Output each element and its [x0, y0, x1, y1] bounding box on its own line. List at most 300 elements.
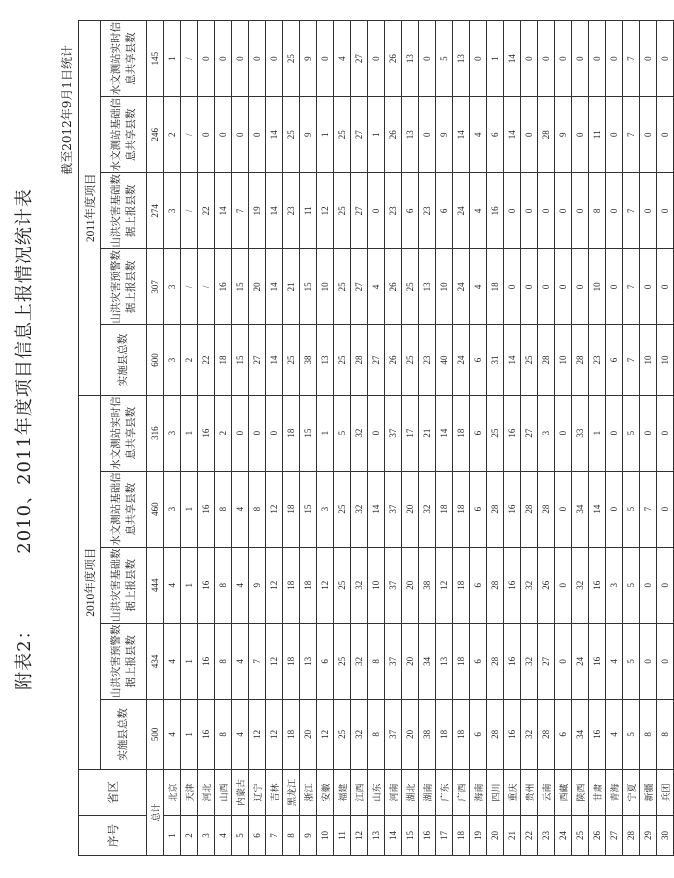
row-2010-value: 1 — [589, 395, 606, 471]
row-province: 重庆 — [504, 769, 521, 815]
row-2010-value: 32 — [351, 623, 368, 699]
table-row — [385, 21, 402, 856]
row-2011-value: 0 — [555, 173, 572, 249]
row-province: 湖北 — [402, 769, 419, 815]
row-2010-value: 4 — [232, 699, 249, 769]
row-2010-value: 37 — [385, 471, 402, 547]
row-2011-value: 9 — [300, 21, 317, 97]
row-province: 青海 — [606, 769, 623, 815]
row-2010-value: 4 — [164, 623, 181, 699]
row-2011-value: 4 — [470, 97, 487, 173]
row-seq: 9 — [300, 815, 317, 855]
row-2010-value: 13 — [436, 623, 453, 699]
row-seq: 16 — [419, 815, 436, 855]
row-2010-value: 0 — [606, 395, 623, 471]
row-2011-value: 25 — [283, 21, 300, 97]
row-seq: 23 — [538, 815, 555, 855]
row-province: 广西 — [453, 769, 470, 815]
row-2011-value: 0 — [521, 249, 538, 325]
row-2011-value: 0 — [657, 249, 674, 325]
row-2011-value: 13 — [317, 325, 334, 395]
row-province: 陕西 — [572, 769, 589, 815]
row-province: 河南 — [385, 769, 402, 815]
row-2011-value: 13 — [419, 249, 436, 325]
row-2011-value: 23 — [419, 325, 436, 395]
row-2010-value: 15 — [300, 471, 317, 547]
row-2010-value: 33 — [572, 395, 589, 471]
row-2010-value: 10 — [368, 547, 385, 623]
row-province: 广东 — [436, 769, 453, 815]
row-seq: 30 — [657, 815, 674, 855]
row-2010-value: 18 — [453, 699, 470, 769]
row-2010-value: 12 — [266, 623, 283, 699]
row-2010-value: 37 — [385, 547, 402, 623]
row-2010-value: 3 — [317, 471, 334, 547]
row-seq: 12 — [351, 815, 368, 855]
row-2011-value: 28 — [538, 97, 555, 173]
row-2010-value: 16 — [589, 623, 606, 699]
table-row — [351, 21, 368, 856]
row-2011-value: 3 — [164, 173, 181, 249]
row-seq: 7 — [266, 815, 283, 855]
row-2011-value: 20 — [249, 249, 266, 325]
row-2011-value: 6 — [487, 97, 504, 173]
row-2010-value: 16 — [504, 471, 521, 547]
row-2010-value: 8 — [215, 471, 232, 547]
table-row — [181, 21, 198, 856]
row-2011-value: 0 — [368, 21, 385, 97]
row-2010-value: 32 — [521, 699, 538, 769]
row-2011-value: 4 — [334, 21, 351, 97]
row-2010-value: 5 — [334, 395, 351, 471]
row-2010-value: 38 — [419, 547, 436, 623]
row-2011-value: 14 — [504, 325, 521, 395]
row-2010-value: 2 — [215, 395, 232, 471]
row-2011-value: 22 — [198, 325, 215, 395]
row-2010-value: 8 — [215, 623, 232, 699]
row-2011-value: 27 — [351, 97, 368, 173]
row-2010-value: 34 — [572, 699, 589, 769]
row-2011-value: 11 — [589, 97, 606, 173]
row-2010-value: 0 — [657, 623, 674, 699]
row-2010-value: 27 — [521, 395, 538, 471]
row-seq: 22 — [521, 815, 538, 855]
row-2010-value: 1 — [181, 395, 198, 471]
header-2011-col-1: 实施县总数 — [101, 325, 147, 395]
row-2010-value: 4 — [232, 547, 249, 623]
row-2011-value: 0 — [589, 21, 606, 97]
row-2010-value: 0 — [555, 547, 572, 623]
row-2010-value: 8 — [368, 699, 385, 769]
row-2011-value: 4 — [368, 249, 385, 325]
row-seq: 19 — [470, 815, 487, 855]
row-2011-value: 15 — [300, 249, 317, 325]
table-row — [249, 21, 266, 856]
total-2011-5: 145 — [147, 21, 164, 97]
table-row — [487, 21, 504, 856]
row-2010-value: 25 — [334, 547, 351, 623]
row-2011-value: 25 — [402, 249, 419, 325]
row-province: 山西 — [215, 769, 232, 815]
row-2010-value: 6 — [470, 699, 487, 769]
row-2011-value: 6 — [606, 325, 623, 395]
row-2011-value: 13 — [453, 21, 470, 97]
header-2011-col-5: 水文测站实时信息共享县数 — [101, 21, 147, 97]
row-2011-value: 27 — [368, 325, 385, 395]
row-2010-value: 0 — [640, 623, 657, 699]
row-2010-value: 0 — [555, 395, 572, 471]
total-2010-1: 500 — [147, 699, 164, 769]
row-2011-value: 0 — [470, 21, 487, 97]
table-row — [283, 21, 300, 856]
row-2011-value: / — [181, 21, 198, 97]
row-2010-value: 6 — [470, 471, 487, 547]
row-2011-value: 6 — [436, 173, 453, 249]
table-row — [317, 21, 334, 856]
row-2010-value: 6 — [470, 547, 487, 623]
row-2010-value: 5 — [623, 471, 640, 547]
row-2011-value: 7 — [623, 21, 640, 97]
row-province: 天津 — [181, 769, 198, 815]
row-2010-value: 16 — [589, 699, 606, 769]
row-2011-value: 0 — [504, 173, 521, 249]
row-2010-value: 34 — [572, 471, 589, 547]
row-2011-value: 0 — [606, 173, 623, 249]
row-2010-value: 12 — [317, 547, 334, 623]
row-province: 河北 — [198, 769, 215, 815]
table-row — [266, 21, 283, 856]
row-seq: 11 — [334, 815, 351, 855]
row-2010-value: 12 — [266, 471, 283, 547]
row-2011-value: 7 — [623, 249, 640, 325]
row-2011-value: 22 — [198, 173, 215, 249]
row-province: 西藏 — [555, 769, 572, 815]
row-province: 云南 — [538, 769, 555, 815]
total-2011-3: 274 — [147, 173, 164, 249]
row-2011-value: 25 — [334, 249, 351, 325]
row-2010-value: 4 — [606, 623, 623, 699]
row-2011-value: 2 — [164, 97, 181, 173]
row-2010-value: 32 — [521, 623, 538, 699]
row-2010-value: 28 — [487, 471, 504, 547]
row-2010-value: 0 — [640, 395, 657, 471]
header-2011-col-3: 山洪灾害基础数据上报县数 — [101, 173, 147, 249]
header-2010-col-2: 山洪灾害预警数据上报县数 — [101, 623, 147, 699]
row-2010-value: 0 — [249, 395, 266, 471]
row-2011-value: 12 — [317, 173, 334, 249]
row-province: 内蒙古 — [232, 769, 249, 815]
row-2010-value: 18 — [283, 471, 300, 547]
table-row — [504, 21, 521, 856]
row-2011-value: 27 — [351, 249, 368, 325]
row-2010-value: 32 — [521, 547, 538, 623]
table-row — [419, 21, 436, 856]
row-seq: 28 — [623, 815, 640, 855]
row-2010-value: 37 — [385, 623, 402, 699]
row-2010-value: 12 — [266, 547, 283, 623]
row-2010-value: 8 — [640, 699, 657, 769]
row-2010-value: 37 — [385, 395, 402, 471]
row-2010-value: 0 — [657, 471, 674, 547]
row-2011-value: 16 — [487, 173, 504, 249]
row-province: 四川 — [487, 769, 504, 815]
row-2010-value: 28 — [487, 623, 504, 699]
row-2011-value: 0 — [640, 97, 657, 173]
row-2010-value: 24 — [572, 623, 589, 699]
row-2010-value: 20 — [402, 699, 419, 769]
row-seq: 25 — [572, 815, 589, 855]
row-2011-value: 7 — [623, 97, 640, 173]
row-2010-value: 8 — [215, 699, 232, 769]
row-2010-value: 16 — [504, 699, 521, 769]
row-2011-value: 24 — [453, 173, 470, 249]
row-2010-value: 4 — [232, 623, 249, 699]
row-2010-value: 18 — [436, 699, 453, 769]
row-province: 新疆 — [640, 769, 657, 815]
row-2011-value: / — [181, 173, 198, 249]
row-2010-value: 12 — [317, 699, 334, 769]
row-2010-value: 8 — [249, 471, 266, 547]
row-2011-value: / — [181, 249, 198, 325]
row-2010-value: 4 — [606, 699, 623, 769]
total-2010-4: 460 — [147, 471, 164, 547]
table-row — [232, 21, 249, 856]
row-2011-value: 4 — [470, 173, 487, 249]
table-row — [300, 21, 317, 856]
table-row — [623, 21, 640, 856]
table-row — [657, 21, 674, 856]
row-2010-value: 32 — [351, 547, 368, 623]
row-seq: 6 — [249, 815, 266, 855]
row-2010-value: 0 — [232, 395, 249, 471]
row-province: 湖南 — [419, 769, 436, 815]
title-text: 2010、2011年度项目信息上报情况统计表 — [14, 188, 35, 554]
row-2010-value: 0 — [657, 395, 674, 471]
row-province: 宁夏 — [623, 769, 640, 815]
row-2010-value: 4 — [232, 471, 249, 547]
row-2011-value: 19 — [249, 173, 266, 249]
row-2010-value: 18 — [453, 471, 470, 547]
row-2010-value: 28 — [487, 699, 504, 769]
row-2011-value: 6 — [470, 325, 487, 395]
row-2011-value: 1 — [368, 97, 385, 173]
row-2010-value: 12 — [436, 547, 453, 623]
total-2011-1: 600 — [147, 325, 164, 395]
row-2010-value: 28 — [521, 471, 538, 547]
row-2010-value: 6 — [317, 623, 334, 699]
row-2010-value: 28 — [487, 547, 504, 623]
row-province: 甘肃 — [589, 769, 606, 815]
row-2010-value: 21 — [419, 395, 436, 471]
row-2011-value: 0 — [419, 97, 436, 173]
row-2010-value: 0 — [640, 547, 657, 623]
row-seq: 5 — [232, 815, 249, 855]
row-2010-value: 3 — [538, 395, 555, 471]
row-2011-value: 0 — [504, 249, 521, 325]
row-2011-value: 1 — [164, 21, 181, 97]
row-2011-value: 18 — [215, 325, 232, 395]
row-2011-value: 8 — [589, 173, 606, 249]
row-2011-value: 0 — [419, 21, 436, 97]
row-2011-value: 0 — [640, 173, 657, 249]
row-2011-value: 0 — [538, 173, 555, 249]
row-seq: 17 — [436, 815, 453, 855]
row-2010-value: 16 — [589, 547, 606, 623]
row-2011-value: 28 — [538, 325, 555, 395]
row-2010-value: 17 — [402, 395, 419, 471]
row-2011-value: 25 — [402, 325, 419, 395]
table-body — [147, 21, 674, 856]
row-2011-value: 15 — [232, 249, 249, 325]
row-2010-value: 5 — [623, 395, 640, 471]
row-seq: 27 — [606, 815, 623, 855]
row-2011-value: 38 — [300, 325, 317, 395]
table-row — [436, 21, 453, 856]
row-2010-value: 4 — [164, 699, 181, 769]
table-row — [538, 21, 555, 856]
row-2011-value: 27 — [351, 21, 368, 97]
table-row — [334, 21, 351, 856]
row-2010-value: 7 — [249, 623, 266, 699]
row-2010-value: 32 — [351, 471, 368, 547]
row-2010-value: 18 — [283, 547, 300, 623]
row-2010-value: 14 — [368, 471, 385, 547]
row-2011-value: 15 — [232, 325, 249, 395]
row-2010-value: 18 — [436, 471, 453, 547]
row-2011-value: 10 — [640, 325, 657, 395]
row-province: 江西 — [351, 769, 368, 815]
row-2011-value: 14 — [266, 325, 283, 395]
row-2010-value: 16 — [504, 547, 521, 623]
row-2011-value: 28 — [572, 325, 589, 395]
row-2011-value: 25 — [334, 97, 351, 173]
row-2010-value: 0 — [368, 395, 385, 471]
row-2010-value: 0 — [266, 395, 283, 471]
row-2010-value: 18 — [453, 623, 470, 699]
row-2011-value: 0 — [572, 249, 589, 325]
row-2011-value: 28 — [351, 325, 368, 395]
row-2010-value: 18 — [453, 547, 470, 623]
row-2010-value: 0 — [657, 547, 674, 623]
row-province: 辽宁 — [249, 769, 266, 815]
row-2011-value: 0 — [538, 249, 555, 325]
table-row — [470, 21, 487, 856]
total-label: 总计 — [147, 769, 164, 855]
date-note: 截至2012年9月1日统计 — [60, 45, 74, 175]
row-2010-value: 12 — [266, 699, 283, 769]
row-2010-value: 32 — [572, 547, 589, 623]
table-row — [589, 21, 606, 856]
header-2011-col-4: 水文测站基础信息共享县数 — [101, 97, 147, 173]
row-2011-value: 0 — [657, 173, 674, 249]
row-2011-value: 27 — [249, 325, 266, 395]
row-2010-value: 9 — [249, 547, 266, 623]
row-2011-value: 6 — [402, 173, 419, 249]
row-2010-value: 3 — [164, 471, 181, 547]
row-2010-value: 16 — [198, 623, 215, 699]
row-2010-value: 6 — [470, 623, 487, 699]
row-2011-value: 0 — [606, 249, 623, 325]
row-2011-value: 0 — [521, 173, 538, 249]
total-2010-5: 316 — [147, 395, 164, 471]
row-2011-value: 0 — [538, 21, 555, 97]
row-2011-value: 23 — [589, 325, 606, 395]
row-2011-value: 0 — [555, 21, 572, 97]
row-2010-value: 16 — [504, 395, 521, 471]
table-row — [521, 21, 538, 856]
row-2011-value: 0 — [521, 97, 538, 173]
row-2010-value: 25 — [487, 395, 504, 471]
row-2011-value: 7 — [623, 173, 640, 249]
row-2011-value: 1 — [317, 97, 334, 173]
header-group-2010: 2010年度项目 — [79, 395, 101, 769]
row-2011-value: 40 — [436, 325, 453, 395]
row-2011-value: 0 — [640, 21, 657, 97]
row-2010-value: 28 — [538, 699, 555, 769]
row-2011-value: 9 — [436, 97, 453, 173]
row-2011-value: 0 — [266, 21, 283, 97]
row-2011-value: 0 — [232, 97, 249, 173]
row-2010-value: 37 — [385, 699, 402, 769]
row-province: 海南 — [470, 769, 487, 815]
row-2011-value: 16 — [215, 249, 232, 325]
row-seq: 1 — [164, 815, 181, 855]
row-2011-value: 0 — [572, 173, 589, 249]
row-2011-value: 14 — [453, 97, 470, 173]
row-2011-value: 0 — [657, 21, 674, 97]
table-row — [215, 21, 232, 856]
document-title — [10, 0, 36, 878]
row-2010-value: 7 — [640, 471, 657, 547]
row-2011-value: 9 — [300, 97, 317, 173]
header-2010-col-1: 实施县总数 — [101, 699, 147, 769]
row-2010-value: 26 — [538, 547, 555, 623]
total-row — [147, 21, 164, 856]
header-2010-col-3: 山洪灾害基础数据上报县数 — [101, 547, 147, 623]
row-province: 福建 — [334, 769, 351, 815]
row-2010-value: 6 — [555, 699, 572, 769]
row-2011-value: 7 — [232, 173, 249, 249]
row-2011-value: 25 — [283, 325, 300, 395]
row-2011-value: 0 — [215, 21, 232, 97]
row-2010-value: 14 — [436, 395, 453, 471]
header-2011-col-2: 山洪灾害预警数据上报县数 — [101, 249, 147, 325]
row-2011-value: 0 — [555, 249, 572, 325]
row-2010-value: 18 — [283, 699, 300, 769]
row-seq: 21 — [504, 815, 521, 855]
row-2010-value: 4 — [164, 547, 181, 623]
row-2011-value: 23 — [385, 173, 402, 249]
row-2010-value: 5 — [623, 623, 640, 699]
row-2011-value: 0 — [368, 173, 385, 249]
row-2010-value: 18 — [453, 395, 470, 471]
row-2011-value: 0 — [521, 21, 538, 97]
row-2010-value: 16 — [198, 547, 215, 623]
row-2011-value: 4 — [470, 249, 487, 325]
row-2011-value: 2 — [181, 325, 198, 395]
row-2011-value: 0 — [606, 97, 623, 173]
row-2010-value: 20 — [402, 623, 419, 699]
row-2011-value: 0 — [640, 249, 657, 325]
total-2011-4: 246 — [147, 97, 164, 173]
row-2011-value: 0 — [198, 97, 215, 173]
row-2011-value: 26 — [385, 21, 402, 97]
row-2011-value: 0 — [232, 21, 249, 97]
row-2011-value: 26 — [385, 325, 402, 395]
table-row — [572, 21, 589, 856]
row-2011-value: 0 — [215, 97, 232, 173]
row-2011-value: 0 — [572, 21, 589, 97]
